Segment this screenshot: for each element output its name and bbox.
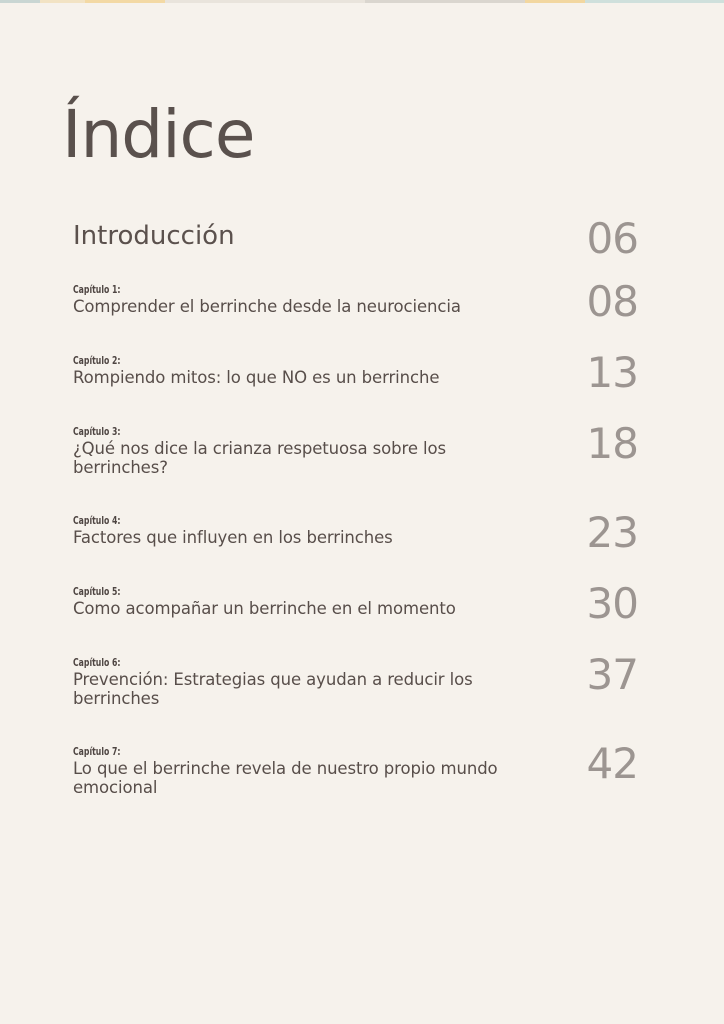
toc-page-chapter-3: 18 <box>586 419 638 468</box>
page-title: Índice <box>62 96 255 173</box>
chapter-title: Factores que influyen en los berrinches <box>73 527 393 547</box>
chapter-number: Capítulo 5: <box>73 586 121 598</box>
toc-page-chapter-4: 23 <box>586 508 638 557</box>
toc-page-chapter-1: 08 <box>586 277 638 326</box>
top-color-strip <box>0 0 724 3</box>
chapter-number: Capítulo 3: <box>73 426 121 438</box>
chapter-number: Capítulo 4: <box>73 515 121 527</box>
toc-entry-chapter-7[interactable] <box>73 746 543 798</box>
toc-entry-chapter-4[interactable] <box>73 515 543 548</box>
chapter-title: ¿Qué nos dice la crianza respetuosa sobre los berrinches? <box>73 438 447 477</box>
chapter-title: Prevención: Estrategias que ayudan a reducir los berrinches <box>73 669 473 708</box>
chapter-number: Capítulo 7: <box>73 746 121 758</box>
toc-page-chapter-7: 42 <box>586 739 638 788</box>
toc-entry-chapter-3[interactable] <box>73 426 543 478</box>
toc-page-chapter-5: 30 <box>586 579 638 628</box>
chapter-title: Lo que el berrinche revela de nuestro propio mundo emocional <box>73 758 498 797</box>
chapter-title: Rompiendo mitos: lo que NO es un berrinche <box>73 367 440 387</box>
chapter-title: Comprender el berrinche desde la neurociencia <box>73 296 461 316</box>
chapter-number: Capítulo 2: <box>73 355 121 367</box>
toc-page-chapter-6: 37 <box>586 650 638 699</box>
toc-introduction-page: 06 <box>586 214 638 263</box>
toc-page-chapter-2: 13 <box>586 348 638 397</box>
toc-entry-chapter-2[interactable] <box>73 355 543 388</box>
chapter-title: Como acompañar un berrinche en el momento <box>73 598 456 618</box>
toc-entry-chapter-5[interactable] <box>73 586 543 619</box>
toc-introduction-label[interactable]: Introducción <box>73 221 235 251</box>
chapter-number: Capítulo 6: <box>73 657 121 669</box>
toc-entry-chapter-6[interactable] <box>73 657 543 709</box>
chapter-number: Capítulo 1: <box>73 284 121 296</box>
toc-entry-chapter-1[interactable] <box>73 284 543 317</box>
